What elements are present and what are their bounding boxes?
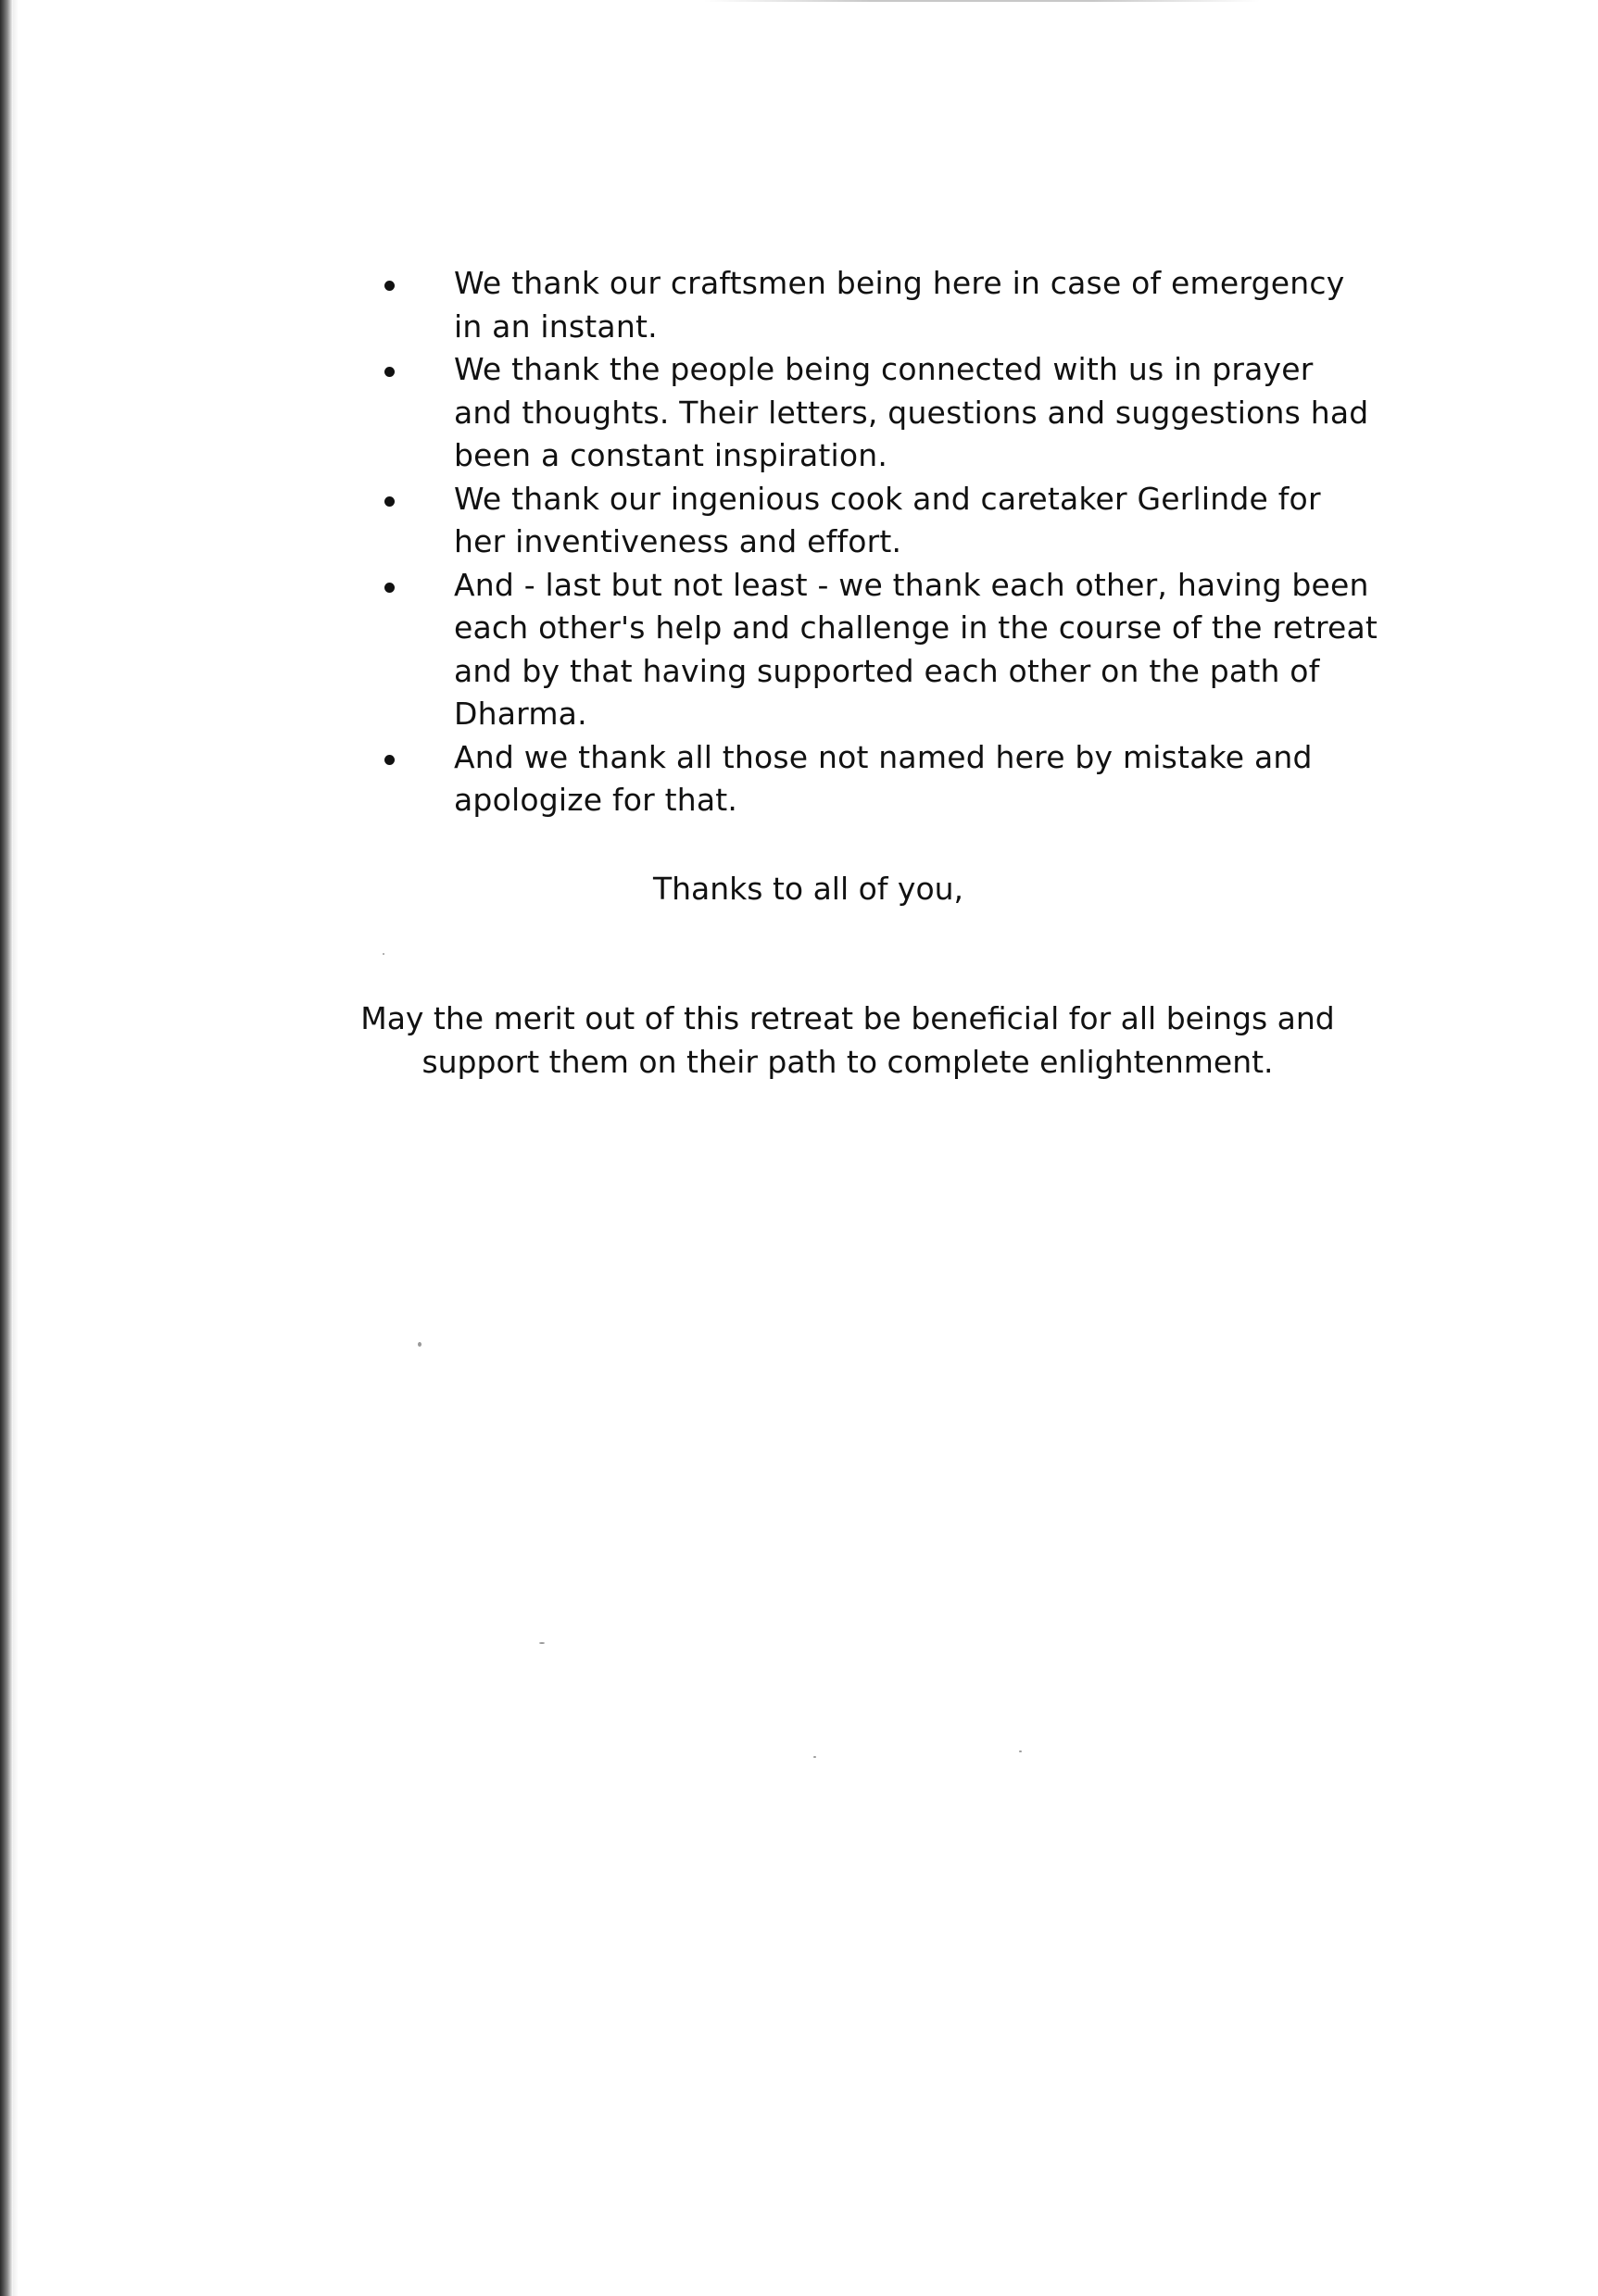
bullet-dot-icon xyxy=(384,281,395,291)
bullet-text: We thank our craftsmen being here in case of emergency in an instant. xyxy=(454,265,1345,345)
closing-thanks: Thanks to all of you, xyxy=(652,871,964,907)
bullet-item-each-other xyxy=(375,564,1394,736)
bullet-dot-icon xyxy=(384,496,395,507)
scan-speck xyxy=(813,1756,816,1758)
thanks-bullet-list xyxy=(375,262,1394,822)
bullet-item-craftsmen xyxy=(375,262,1394,348)
bullet-dot-icon xyxy=(384,755,395,765)
bullet-item-cook xyxy=(375,478,1394,564)
bullet-text: And we thank all those not named here by mistake and apologize for that. xyxy=(454,738,1313,818)
scan-speck xyxy=(418,1342,422,1347)
bullet-text: And - last but not least - we thank each other, having been each other's help and challenge in the course of the retreat and by that having supported each other on the path of Dharma. xyxy=(454,566,1378,732)
bullet-dot-icon xyxy=(384,583,395,593)
bullet-text: We thank our ingenious cook and caretaker Gerlinde for her inventiveness and effort. xyxy=(454,480,1321,559)
bullet-dot-icon xyxy=(384,367,395,377)
bullet-text: We thank the people being connected with us in prayer and thoughts. Their letters, questions and suggestions had been a constant inspiration. xyxy=(454,351,1369,473)
scan-binding-shadow xyxy=(13,0,19,2296)
bullet-item-not-named xyxy=(375,736,1394,822)
scan-binding-edge xyxy=(0,0,13,2296)
scan-top-edge xyxy=(704,0,1260,2)
scan-speck xyxy=(539,1642,545,1644)
closing-blessing: May the merit out of this retreat be beneficial for all beings and support them on their path to complete enlightenment. xyxy=(360,1000,1335,1080)
bullet-item-prayer xyxy=(375,348,1394,478)
scan-speck xyxy=(383,953,384,955)
scan-speck xyxy=(1019,1750,1022,1752)
